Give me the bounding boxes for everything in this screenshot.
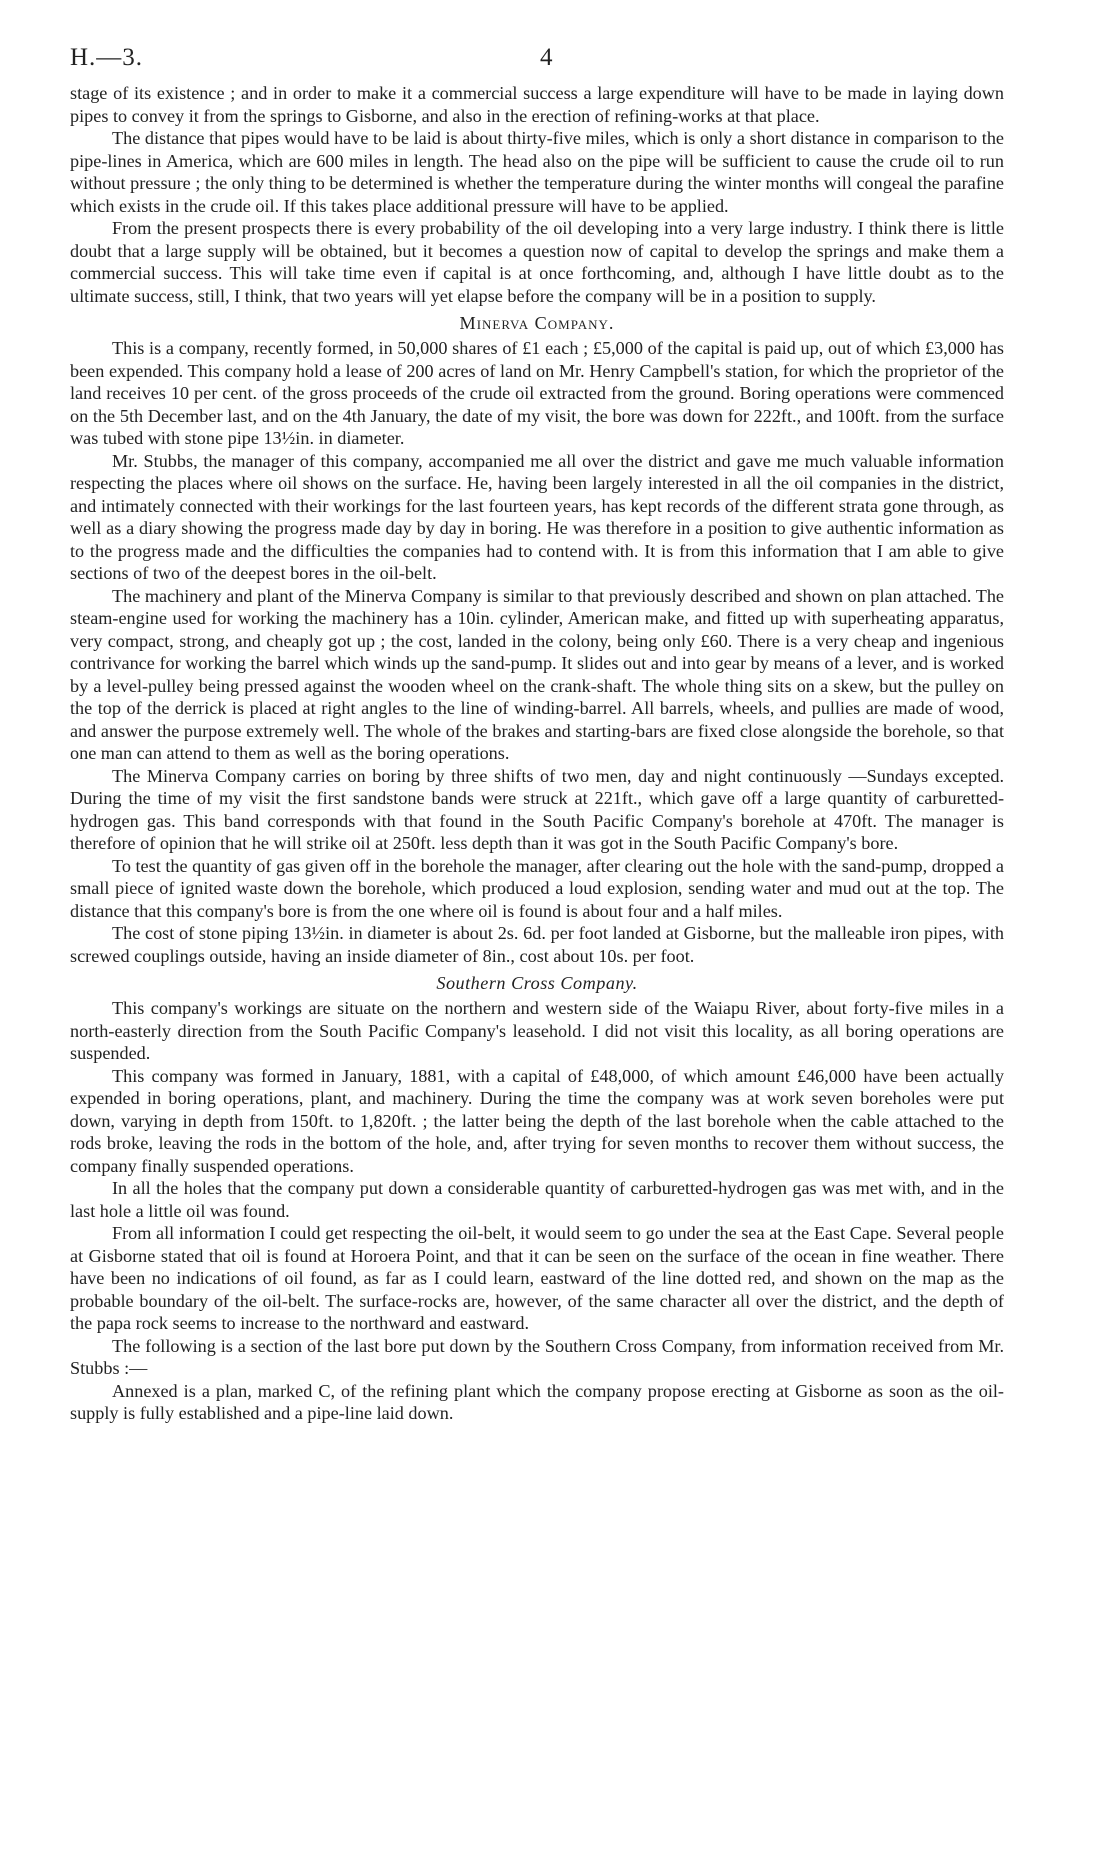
page-header xyxy=(70,36,1004,82)
paragraph: The cost of stone piping 13½in. in diameter is about 2s. 6d. per foot landed at Gisborne, but the malleable iron pipes, with screwed couplings outside, having an inside diameter of 8in., cost about 10s. per foot. xyxy=(70,923,1004,966)
section-heading-southern-cross: Southern Cross Company. xyxy=(436,973,638,993)
paragraph: The following is a section of the last bore put down by the Southern Cross Company, from information received from Mr. Stubbs :— xyxy=(70,1335,1004,1378)
paragraph: This company's workings are situate on the northern and western side of the Waiapu River, about forty-five miles in a north-easterly direction from the South Pacific Company's leasehold. I did not visit this locality, as all boring operations are suspended. xyxy=(70,998,1004,1063)
paragraph: stage of its existence ; and in order to make it a commercial success a large expenditure will have to be made in laying down pipes to convey it from the springs to Gisborne, and also in the erection of refining-works at that place. xyxy=(70,83,1004,126)
section-heading-minerva: Minerva Company. xyxy=(459,313,615,333)
paragraph: The machinery and plant of the Minerva Company is similar to that previously described and shown on plan attached. The steam-engine used for working the machinery has a 10in. cylinder, American make, and fitted up with superheating apparatus, very compact, strong, and cheaply got up ; the cost, landed in the colony, being only £60. There is a very cheap and ingenious contrivance for working the barrel which winds up the sand-pump. It slides out and into gear by means of a lever, and is worked by a level-pulley being pressed against the wooden wheel on the crank-shaft. The whole thing sits on a skew, but the pulley on the top of the derrick is placed at right angles to the line of winding-barrel. All barrels, wheels, and pullies are made of wood, and answer the purpose extremely well. The whole of the brakes and starting-bars are fixed close alongside the borehole, so that one man can attend to them as well as the boring operations. xyxy=(70,585,1004,763)
document-reference: H.—3. xyxy=(70,44,144,71)
paragraph: This company was formed in January, 1881, with a capital of £48,000, of which amount £46,000 have been actually expended in boring operations, plant, and machinery. During the time the company was at work seven boreholes were put down, varying in depth from 150ft. to 1,820ft. ; the latter being the depth of the last borehole when the cable attached to the rods broke, leaving the rods in the bottom of the hole, and, after trying for seven months to recover them without success, the company finally suspended operations. xyxy=(70,1065,1004,1176)
paragraph: The Minerva Company carries on boring by three shifts of two men, day and night continuously —Sundays excepted. During the time of my visit the first sandstone bands were struck at 221ft., which gave off a large quantity of carburetted-hydrogen gas. This band corresponds with that found in the South Pacific Company's borehole at 470ft. The manager is therefore of opinion that he will strike oil at 250ft. less depth than it was got in the South Pacific Company's bore. xyxy=(70,765,1004,853)
paragraph: This is a company, recently formed, in 50,000 shares of £1 each ; £5,000 of the capital is paid up, out of which £3,000 has been expended. This company hold a lease of 200 acres of land on Mr. Henry Campbell's station, for which the proprietor of the land receives 10 per cent. of the gross proceeds of the crude oil extracted from the ground. Boring operations were commenced on the 5th December last, and on the 4th January, the date of my visit, the bore was down for 222ft., and 100ft. from the surface was tubed with stone pipe 13½in. in diameter. xyxy=(70,338,1004,448)
page-number: 4 xyxy=(540,44,553,71)
paragraph: From all information I could get respecting the oil-belt, it would seem to go under the sea at the East Cape. Several people at Gisborne stated that oil is found at Horoera Point, and that it can be seen on the surface of the ocean in fine weather. There have been no indications of oil found, as far as I could learn, eastward of the line dotted red, and shown on the map as the probable boundary of the oil-belt. The surface-rocks are, however, of the same character all over the district, and the depth of the papa rock seems to increase to the northward and eastward. xyxy=(70,1223,1004,1333)
document-body xyxy=(70,82,1004,1425)
paragraph: Mr. Stubbs, the manager of this company, accompanied me all over the district and gave me much valuable information respecting the places where oil shows on the surface. He, having been largely interested in all the oil companies in the district, and intimately connected with their workings for the last fourteen years, has kept records of the different strata gone through, as well as a diary showing the progress made day by day in boring. He was therefore in a position to give authentic information as to the progress made and the difficulties the companies had to contend with. It is from this information that I am able to give sections of two of the deepest bores in the oil-belt. xyxy=(70,450,1004,583)
paragraph: To test the quantity of gas given off in the borehole the manager, after clearing out the hole with the sand-pump, dropped a small piece of ignited waste down the borehole, which produced a loud explosion, sending water and mud out at the top. The distance that this company's bore is from the one where oil is found is about four and a half miles. xyxy=(70,855,1004,921)
paragraph: From the present prospects there is every probability of the oil developing into a very large industry. I think there is little doubt that a large supply will be obtained, but it becomes a question now of capital to develop the springs and make them a commercial success. This will take time even if capital is at once forthcoming, and, although I have little doubt as to the ultimate success, still, I think, that two years will yet elapse before the company will be in a position to supply. xyxy=(70,218,1004,306)
paragraph: In all the holes that the company put down a considerable quantity of carburetted-hydrogen gas was met with, and in the last hole a little oil was found. xyxy=(70,1178,1004,1221)
paragraph: Annexed is a plan, marked C, of the refining plant which the company propose erecting at Gisborne as soon as the oil-supply is fully established and a pipe-line laid down. xyxy=(70,1380,1004,1423)
paragraph: The distance that pipes would have to be laid is about thirty-five miles, which is only a short distance in comparison to the pipe-lines in America, which are 600 miles in length. The head also on the pipe will be sufficient to cause the crude oil to run without pressure ; the only thing to be determined is whether the temperature during the winter months will congeal the parafine which exists in the crude oil. If this takes place additional pressure will have to be applied. xyxy=(70,128,1004,216)
